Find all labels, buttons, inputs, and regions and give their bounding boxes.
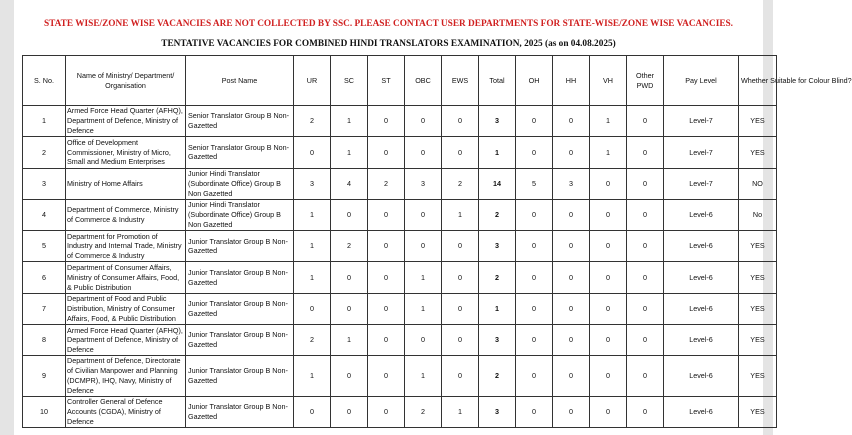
cell-colour-blind: NO (739, 168, 777, 199)
table-row (23, 231, 777, 262)
cell-ministry: Department of Commerce, Ministry of Commerce & Industry (66, 199, 186, 230)
cell-total: 2 (479, 262, 516, 293)
header-obc: OBC (405, 56, 442, 106)
cell-hh: 3 (553, 168, 590, 199)
cell-sno: 3 (23, 168, 66, 199)
table-body (23, 106, 777, 428)
cell-obc: 0 (405, 325, 442, 356)
cell-ur: 0 (294, 396, 331, 427)
cell-oh: 0 (516, 262, 553, 293)
cell-sno: 4 (23, 199, 66, 230)
cell-sc: 2 (331, 231, 368, 262)
cell-total: 3 (479, 106, 516, 137)
cell-other-pwd: 0 (627, 325, 664, 356)
cell-ministry: Armed Force Head Quarter (AFHQ), Department of Defence, Ministry of Defence (66, 106, 186, 137)
cell-st: 0 (368, 356, 405, 396)
cell-colour-blind: YES (739, 137, 777, 168)
cell-total: 3 (479, 325, 516, 356)
header-ews: EWS (442, 56, 479, 106)
cell-hh: 0 (553, 231, 590, 262)
cell-vh: 1 (590, 137, 627, 168)
cell-total: 2 (479, 356, 516, 396)
cell-st: 0 (368, 106, 405, 137)
cell-other-pwd: 0 (627, 293, 664, 324)
cell-hh: 0 (553, 199, 590, 230)
cell-st: 0 (368, 293, 405, 324)
cell-obc: 2 (405, 396, 442, 427)
cell-ministry: Office of Development Commissioner, Ministry of Micro, Small and Medium Enterprises (66, 137, 186, 168)
table-header-row (23, 56, 777, 106)
cell-other-pwd: 0 (627, 231, 664, 262)
cell-hh: 0 (553, 137, 590, 168)
table-row (23, 293, 777, 324)
header-st: ST (368, 56, 405, 106)
cell-sc: 1 (331, 106, 368, 137)
header-ur: UR (294, 56, 331, 106)
cell-oh: 0 (516, 199, 553, 230)
cell-post: Senior Translator Group B Non-Gazetted (186, 137, 294, 168)
cell-obc: 3 (405, 168, 442, 199)
cell-pay-level: Level-6 (664, 262, 739, 293)
cell-obc: 1 (405, 293, 442, 324)
header-vh: VH (590, 56, 627, 106)
state-wise-notice: STATE WISE/ZONE WISE VACANCIES ARE NOT COLLECTED BY SSC. PLEASE CONTACT USER DEPARTMENTS FOR STATE-WISE/ZONE WISE VACANCIES. (43, 19, 734, 29)
cell-ur: 2 (294, 106, 331, 137)
cell-colour-blind: YES (739, 231, 777, 262)
cell-post: Junior Hindi Translator (Subordinate Office) Group B Non Gazetted (186, 168, 294, 199)
cell-sc: 1 (331, 325, 368, 356)
cell-sc: 0 (331, 293, 368, 324)
cell-ews: 1 (442, 199, 479, 230)
cell-ews: 0 (442, 293, 479, 324)
cell-ur: 0 (294, 137, 331, 168)
cell-ur: 1 (294, 356, 331, 396)
cell-hh: 0 (553, 293, 590, 324)
cell-total: 1 (479, 293, 516, 324)
cell-ministry: Department of Food and Public Distribution, Ministry of Consumer Affairs, Food, & Public Distribution (66, 293, 186, 324)
cell-colour-blind: YES (739, 262, 777, 293)
cell-st: 0 (368, 262, 405, 293)
cell-sno: 2 (23, 137, 66, 168)
table-row (23, 168, 777, 199)
cell-vh: 0 (590, 396, 627, 427)
cell-obc: 0 (405, 199, 442, 230)
cell-st: 0 (368, 325, 405, 356)
cell-pay-level: Level-6 (664, 325, 739, 356)
cell-ministry: Department for Promotion of Industry and Internal Trade, Ministry of Commerce & Industry (66, 231, 186, 262)
cell-post: Junior Translator Group B Non-Gazetted (186, 325, 294, 356)
table-row (23, 356, 777, 396)
cell-vh: 0 (590, 293, 627, 324)
cell-oh: 0 (516, 106, 553, 137)
cell-sno: 1 (23, 106, 66, 137)
cell-sc: 0 (331, 356, 368, 396)
cell-vh: 0 (590, 199, 627, 230)
cell-ews: 0 (442, 106, 479, 137)
cell-obc: 1 (405, 356, 442, 396)
table-row (23, 106, 777, 137)
header-colour-blind: Whether Suitable for Colour Blind? (739, 56, 777, 106)
cell-colour-blind: YES (739, 325, 777, 356)
table-row (23, 199, 777, 230)
cell-vh: 0 (590, 262, 627, 293)
cell-ews: 2 (442, 168, 479, 199)
header-pay-level: Pay Level (664, 56, 739, 106)
cell-sno: 5 (23, 231, 66, 262)
cell-pay-level: Level-6 (664, 293, 739, 324)
cell-vh: 1 (590, 106, 627, 137)
cell-other-pwd: 0 (627, 106, 664, 137)
cell-pay-level: Level-6 (664, 231, 739, 262)
cell-total: 2 (479, 199, 516, 230)
cell-post: Senior Translator Group B Non-Gazetted (186, 106, 294, 137)
cell-hh: 0 (553, 325, 590, 356)
cell-obc: 0 (405, 231, 442, 262)
header-other-pwd: Other PWD (627, 56, 664, 106)
cell-st: 0 (368, 137, 405, 168)
cell-pay-level: Level-6 (664, 356, 739, 396)
cell-colour-blind: No (739, 199, 777, 230)
cell-post: Junior Translator Group B Non-Gazetted (186, 293, 294, 324)
cell-total: 3 (479, 396, 516, 427)
header-hh: HH (553, 56, 590, 106)
cell-oh: 0 (516, 137, 553, 168)
cell-post: Junior Translator Group B Non-Gazetted (186, 356, 294, 396)
cell-total: 14 (479, 168, 516, 199)
cell-hh: 0 (553, 262, 590, 293)
cell-other-pwd: 0 (627, 262, 664, 293)
cell-colour-blind: YES (739, 106, 777, 137)
cell-pay-level: Level-6 (664, 396, 739, 427)
table-row (23, 396, 777, 427)
cell-vh: 0 (590, 325, 627, 356)
vacancy-table (22, 55, 852, 428)
cell-ews: 0 (442, 137, 479, 168)
cell-sc: 0 (331, 199, 368, 230)
cell-pay-level: Level-7 (664, 106, 739, 137)
cell-sno: 7 (23, 293, 66, 324)
cell-other-pwd: 0 (627, 199, 664, 230)
cell-post: Junior Translator Group B Non-Gazetted (186, 231, 294, 262)
table-row (23, 325, 777, 356)
cell-oh: 0 (516, 396, 553, 427)
cell-vh: 0 (590, 168, 627, 199)
cell-sno: 9 (23, 356, 66, 396)
cell-ews: 0 (442, 262, 479, 293)
cell-ministry: Department of Consumer Affairs, Ministry of Consumer Affairs, Food, & Public Distribution (66, 262, 186, 293)
left-page-edge (0, 0, 14, 435)
cell-st: 0 (368, 396, 405, 427)
cell-sc: 1 (331, 137, 368, 168)
cell-ur: 1 (294, 231, 331, 262)
header-total: Total (479, 56, 516, 106)
cell-pay-level: Level-7 (664, 137, 739, 168)
header-post: Post Name (186, 56, 294, 106)
cell-ministry: Armed Force Head Quarter (AFHQ), Department of Defence, Ministry of Defence (66, 325, 186, 356)
cell-oh: 0 (516, 293, 553, 324)
cell-oh: 0 (516, 325, 553, 356)
header-oh: OH (516, 56, 553, 106)
cell-st: 0 (368, 199, 405, 230)
cell-post: Junior Hindi Translator (Subordinate Office) Group B Non Gazetted (186, 199, 294, 230)
cell-colour-blind: YES (739, 356, 777, 396)
cell-total: 1 (479, 137, 516, 168)
cell-ur: 3 (294, 168, 331, 199)
table-row (23, 262, 777, 293)
cell-other-pwd: 0 (627, 168, 664, 199)
cell-sc: 0 (331, 262, 368, 293)
cell-ews: 0 (442, 356, 479, 396)
cell-ur: 1 (294, 199, 331, 230)
header-sc: SC (331, 56, 368, 106)
cell-ews: 0 (442, 231, 479, 262)
cell-st: 0 (368, 231, 405, 262)
cell-st: 2 (368, 168, 405, 199)
cell-ews: 1 (442, 396, 479, 427)
table-row (23, 137, 777, 168)
cell-colour-blind: YES (739, 293, 777, 324)
cell-pay-level: Level-7 (664, 168, 739, 199)
header-ministry: Name of Ministry/ Department/ Organisation (66, 56, 186, 106)
cell-obc: 1 (405, 262, 442, 293)
cell-obc: 0 (405, 106, 442, 137)
cell-sc: 0 (331, 396, 368, 427)
cell-sno: 6 (23, 262, 66, 293)
cell-vh: 0 (590, 231, 627, 262)
cell-oh: 5 (516, 168, 553, 199)
cell-ur: 1 (294, 262, 331, 293)
cell-ur: 0 (294, 293, 331, 324)
cell-total: 3 (479, 231, 516, 262)
cell-oh: 0 (516, 356, 553, 396)
cell-hh: 0 (553, 396, 590, 427)
cell-oh: 0 (516, 231, 553, 262)
cell-ministry: Department of Defence, Directorate of Civilian Manpower and Planning (DCMPR), IHQ, Navy, Ministry of Defence (66, 356, 186, 396)
cell-other-pwd: 0 (627, 137, 664, 168)
cell-colour-blind: YES (739, 396, 777, 427)
document-title: TENTATIVE VACANCIES FOR COMBINED HINDI TRANSLATORS EXAMINATION, 2025 (as on 04.08.2025) (161, 39, 616, 49)
cell-sno: 10 (23, 396, 66, 427)
cell-ur: 2 (294, 325, 331, 356)
cell-hh: 0 (553, 106, 590, 137)
cell-sc: 4 (331, 168, 368, 199)
cell-post: Junior Translator Group B Non-Gazetted (186, 396, 294, 427)
cell-vh: 0 (590, 356, 627, 396)
cell-ministry: Ministry of Home Affairs (66, 168, 186, 199)
cell-obc: 0 (405, 137, 442, 168)
cell-pay-level: Level-6 (664, 199, 739, 230)
cell-ministry: Controller General of Defence Accounts (CGDA), Ministry of Defence (66, 396, 186, 427)
header-sno: S. No. (23, 56, 66, 106)
cell-post: Junior Translator Group B Non-Gazetted (186, 262, 294, 293)
cell-other-pwd: 0 (627, 356, 664, 396)
cell-sno: 8 (23, 325, 66, 356)
cell-other-pwd: 0 (627, 396, 664, 427)
cell-hh: 0 (553, 356, 590, 396)
cell-ews: 0 (442, 325, 479, 356)
